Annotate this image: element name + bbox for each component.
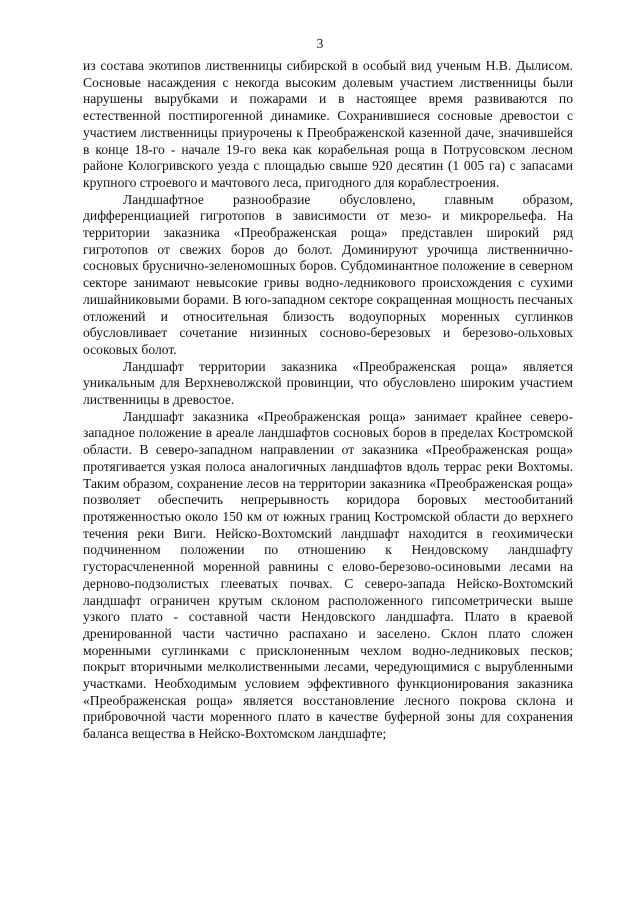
- paragraph-3: Ландшафт территории заказника «Преображенская роща» является уникальным для Верхневолжской провинции, что обусловлено широким участием лиственницы в древостое.: [83, 358, 573, 408]
- paragraph-4: Ландшафт заказника «Преображенская роща» занимает крайнее северо-западное положение в ареале ландшафтов сосновых боров в пределах Костромской области. В северо-западном направлении от заказника «Преображенская роща» протягивается узкая полоса аналогичных ландшафтов вдоль террас реки Вохтомы. Таким образом, сохранение лесов на территории заказника «Преображенская роща» позволяет обеспечить непрерывность коридора боровых местообитаний протяженностью около 150 км от южных границ Костромской области до верхнего течения реки Виги. Нейско-Вохтомский ландшафт находится в геохимически подчиненном положении по отношению к Нендовскому ландшафту густорасчлененной моренной равнины с елово-березово-осиновыми лесами на дерново-подзолистых глееватых почвах. С северо-запада Нейско-Вохтомский ландшафт ограничен крутым склоном расположенного гипсометрически выше узкого плато - составной части Нендовского ландшафта. Плато в краевой дренированной части частично распахано и заселено. Склон плато сложен моренными суглинками с присклоненным чехлом водно-ледниковых песков; покрыт вторичными мелколиственными лесами, чередующимися с вырубленными участками. Необходимым условием эффективного функционирования заказника «Преображенская роща» является восстановление лесного покрова склона и прибровочной части моренного плато в качестве буферной зоны для сохранения баланса вещества в Нейско-Вохтомском ландшафте;: [83, 408, 573, 742]
- paragraph-2: Ландшафтное разнообразие обусловлено, главным образом, дифференциацией гигротопов в зависимости от мезо- и микрорельефа. На территории заказника «Преображенская роща» представлен широкий ряд гигротопов от свежих боров до болот. Доминируют урочища лиственнично-сосновых бруснично-зеленомошных боров. Субдоминантное положение в северном секторе занимают невысокие гривы водно-ледникового происхождения с сухими лишайниковыми борами. В юго-западном секторе сокращенная мощность песчаных отложений и относительная близость водоупорных моренных суглинков обусловливает сочетание низинных сосново-березовых и березово-ольховых осоковых болот.: [83, 191, 573, 357]
- paragraph-1: из состава экотипов лиственницы сибирской в особый вид ученым Н.В. Дылисом. Сосновые насаждения с некогда высоким долевым участием лиственницы были нарушены вырубками и пожарами и в настоящее время развиваются по естественной постпирогенной динамике. Сохранившиеся сосновые древостои с участием лиственницы приурочены к Преображенской казенной даче, значившейся в конце 18-го - начале 19-го века как корабельная роща в Потрусовском лесном районе Кологривского уезда с площадью свыше 920 десятин (1 005 га) с запасами крупного строевого и мачтового леса, пригодного для кораблестроения.: [83, 58, 573, 190]
- body-text: [83, 58, 573, 743]
- page-number: 3: [316, 36, 324, 51]
